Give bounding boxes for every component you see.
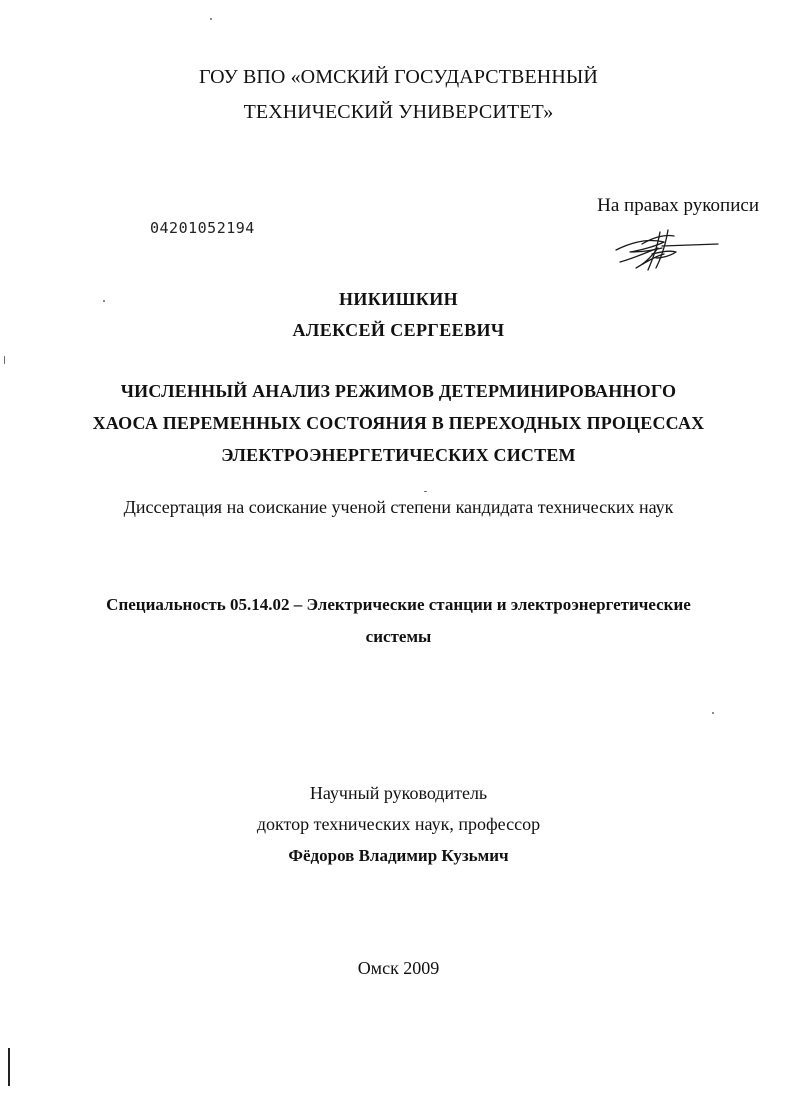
supervisor-name: Фёдоров Владимир Кузьмич xyxy=(288,846,509,865)
manuscript-rights-label: На правах рукописи xyxy=(597,195,759,216)
author-surname: НИКИШКИН xyxy=(338,289,459,309)
scan-edge-mark xyxy=(8,1048,10,1086)
handwritten-signature xyxy=(612,226,722,272)
supervisor-label: Научный руководитель xyxy=(309,783,488,803)
thesis-title-line-3: ЭЛЕКТРОЭНЕРГЕТИЧЕСКИХ СИСТЕМ xyxy=(221,445,576,465)
scan-speck xyxy=(424,491,427,492)
institution-line-2: ТЕХНИЧЕСКИЙ УНИВЕРСИТЕТ» xyxy=(243,101,554,123)
scan-speck xyxy=(712,712,714,714)
specialty-line-1: Специальность 05.14.02 – Электрические станции и электроэнергетические xyxy=(106,595,691,614)
thesis-title-line-1: ЧИСЛЕННЫЙ АНАЛИЗ РЕЖИМОВ ДЕТЕРМИНИРОВАННОГО xyxy=(120,381,677,401)
catalog-code: 04201052194 xyxy=(150,219,255,237)
scan-speck xyxy=(4,356,5,364)
scan-speck xyxy=(210,18,212,20)
place-and-year: Омск 2009 xyxy=(357,958,440,978)
supervisor-degree: доктор технических наук, профессор xyxy=(256,814,541,834)
author-given-names: АЛЕКСЕЙ СЕРГЕЕВИЧ xyxy=(292,320,505,340)
scan-speck xyxy=(103,300,105,302)
specialty-line-2: системы xyxy=(365,627,432,646)
thesis-title-line-2: ХАОСА ПЕРЕМЕННЫХ СОСТОЯНИЯ В ПЕРЕХОДНЫХ ПРОЦЕССАХ xyxy=(92,413,705,433)
institution-line-1: ГОУ ВПО «ОМСКИЙ ГОСУДАРСТВЕННЫЙ xyxy=(199,66,598,88)
degree-statement: Диссертация на соискание ученой степени кандидата технических наук xyxy=(123,497,674,517)
